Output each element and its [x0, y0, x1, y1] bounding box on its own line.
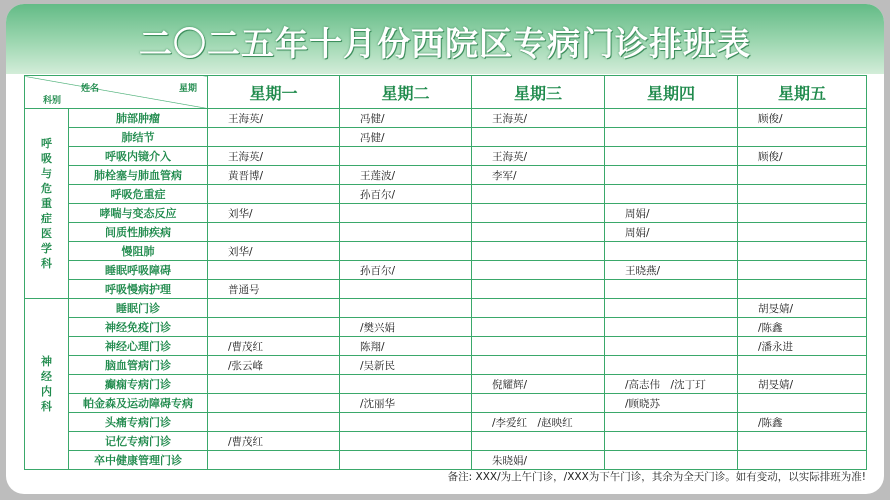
clinic-name: 头痛专病门诊	[69, 413, 208, 432]
schedule-cell	[738, 356, 867, 375]
schedule-cell	[340, 147, 472, 166]
schedule-cell	[340, 375, 472, 394]
table-row	[25, 451, 867, 470]
schedule-cell	[472, 356, 605, 375]
schedule-cell	[605, 109, 738, 128]
clinic-name: 呼吸内镜介入	[69, 147, 208, 166]
schedule-cell: /张云峰	[208, 356, 340, 375]
schedule-table	[24, 75, 867, 470]
schedule-cell: 胡旻婧/	[738, 299, 867, 318]
day-header-tue: 星期二	[340, 76, 472, 109]
schedule-cell	[738, 166, 867, 185]
clinic-name: 神经心理门诊	[69, 337, 208, 356]
schedule-board	[6, 4, 884, 494]
corner-header-cell	[25, 76, 208, 109]
schedule-cell	[605, 147, 738, 166]
schedule-cell: /曹茂红	[208, 337, 340, 356]
table-row	[25, 223, 867, 242]
schedule-cell	[738, 128, 867, 147]
dept-label: 神经内科	[41, 355, 52, 413]
name-label: 姓名	[81, 84, 100, 94]
schedule-cell	[605, 280, 738, 299]
clinic-name: 睡眠门诊	[69, 299, 208, 318]
schedule-cell: /吴新民	[340, 356, 472, 375]
table-row	[25, 413, 867, 432]
schedule-cell	[738, 185, 867, 204]
table-row	[25, 432, 867, 451]
dept-label: 呼吸与危重症医学科	[41, 137, 52, 270]
schedule-cell	[472, 432, 605, 451]
schedule-cell: 普通号	[208, 280, 340, 299]
schedule-cell: 周娟/	[605, 223, 738, 242]
schedule-cell	[340, 451, 472, 470]
clinic-name: 睡眠呼吸障碍	[69, 261, 208, 280]
table-row	[25, 242, 867, 261]
clinic-name: 记忆专病门诊	[69, 432, 208, 451]
schedule-cell	[208, 223, 340, 242]
schedule-cell: 孙百尔/	[340, 261, 472, 280]
schedule-cell	[472, 223, 605, 242]
schedule-cell: /陈鑫	[738, 318, 867, 337]
schedule-cell: /李爱红 /赵映红	[472, 413, 605, 432]
day-header-mon: 星期一	[208, 76, 340, 109]
schedule-cell: 陈翔/	[340, 337, 472, 356]
schedule-cell	[208, 451, 340, 470]
schedule-cell: 王海英/	[208, 109, 340, 128]
clinic-name: 哮喘与变态反应	[69, 204, 208, 223]
schedule-cell: /高志伟 /沈丁玎	[605, 375, 738, 394]
schedule-cell	[472, 204, 605, 223]
schedule-cell	[208, 261, 340, 280]
schedule-cell: 刘华/	[208, 204, 340, 223]
schedule-cell: /曹茂红	[208, 432, 340, 451]
dept-label: 科别	[43, 96, 62, 106]
table-row	[25, 375, 867, 394]
table-row	[25, 280, 867, 299]
schedule-cell: 王海英/	[208, 147, 340, 166]
schedule-cell	[738, 432, 867, 451]
schedule-cell	[208, 394, 340, 413]
schedule-cell	[208, 185, 340, 204]
clinic-name: 慢阻肺	[69, 242, 208, 261]
schedule-cell	[605, 451, 738, 470]
dept-neurology	[25, 299, 69, 470]
schedule-cell: 胡旻婧/	[738, 375, 867, 394]
schedule-cell	[738, 242, 867, 261]
schedule-cell	[472, 394, 605, 413]
header-row	[25, 76, 867, 109]
schedule-cell	[605, 128, 738, 147]
schedule-cell	[605, 413, 738, 432]
table-row	[25, 356, 867, 375]
schedule-cell	[605, 166, 738, 185]
day-header-fri: 星期五	[738, 76, 867, 109]
clinic-name: 呼吸慢病护理	[69, 280, 208, 299]
schedule-cell	[472, 299, 605, 318]
clinic-name: 神经免疫门诊	[69, 318, 208, 337]
day-header-wed: 星期三	[472, 76, 605, 109]
clinic-name: 卒中健康管理门诊	[69, 451, 208, 470]
schedule-cell: 黄晋博/	[208, 166, 340, 185]
schedule-cell	[605, 299, 738, 318]
clinic-name: 脑血管病门诊	[69, 356, 208, 375]
schedule-cell	[472, 128, 605, 147]
schedule-cell	[605, 318, 738, 337]
schedule-cell: 王海英/	[472, 147, 605, 166]
table-row	[25, 204, 867, 223]
table-row	[25, 318, 867, 337]
schedule-cell	[340, 299, 472, 318]
schedule-cell	[340, 280, 472, 299]
schedule-cell	[738, 394, 867, 413]
clinic-name: 癫痫专病门诊	[69, 375, 208, 394]
table-row	[25, 261, 867, 280]
schedule-cell	[605, 242, 738, 261]
schedule-cell	[605, 185, 738, 204]
schedule-cell	[340, 242, 472, 261]
schedule-cell	[472, 185, 605, 204]
schedule-cell	[340, 204, 472, 223]
schedule-cell: /沈丽华	[340, 394, 472, 413]
schedule-cell: 王海英/	[472, 109, 605, 128]
schedule-cell: 李军/	[472, 166, 605, 185]
schedule-cell	[340, 432, 472, 451]
schedule-cell: 王莲波/	[340, 166, 472, 185]
schedule-cell	[208, 128, 340, 147]
schedule-cell	[472, 280, 605, 299]
footnote: 备注: XXX/为上午门诊，/XXX为下午门诊，其余为全天门诊。如有变动，以实际排班为准!	[447, 471, 866, 483]
schedule-cell: 孙百尔/	[340, 185, 472, 204]
schedule-cell: 冯健/	[340, 128, 472, 147]
schedule-cell	[208, 413, 340, 432]
schedule-cell: 倪耀辉/	[472, 375, 605, 394]
schedule-cell: 刘华/	[208, 242, 340, 261]
schedule-cell: 王晓燕/	[605, 261, 738, 280]
table-row	[25, 299, 867, 318]
schedule-cell	[738, 223, 867, 242]
schedule-cell: 顾俊/	[738, 109, 867, 128]
schedule-cell: 冯健/	[340, 109, 472, 128]
clinic-name: 间质性肺疾病	[69, 223, 208, 242]
schedule-cell	[472, 337, 605, 356]
schedule-cell	[208, 299, 340, 318]
schedule-cell	[472, 242, 605, 261]
table-row	[25, 185, 867, 204]
schedule-cell: 顾俊/	[738, 147, 867, 166]
page-title: 二〇二五年十月份西院区专病门诊排班表	[139, 24, 751, 63]
schedule-cell: /陈鑫	[738, 413, 867, 432]
schedule-cell: 朱晓娟/	[472, 451, 605, 470]
table-row	[25, 109, 867, 128]
table-row	[25, 166, 867, 185]
schedule-cell	[208, 375, 340, 394]
table-row	[25, 394, 867, 413]
schedule-cell	[605, 432, 738, 451]
schedule-cell	[605, 337, 738, 356]
schedule-cell	[738, 204, 867, 223]
table-row	[25, 337, 867, 356]
schedule-cell	[738, 280, 867, 299]
schedule-cell: /顾晓苏	[605, 394, 738, 413]
schedule-cell: 周娟/	[605, 204, 738, 223]
dept-respiratory	[25, 109, 69, 299]
schedule-cell	[605, 356, 738, 375]
table-row	[25, 147, 867, 166]
schedule-cell	[340, 413, 472, 432]
clinic-name: 肺栓塞与肺血管病	[69, 166, 208, 185]
clinic-name: 帕金森及运动障碍专病	[69, 394, 208, 413]
schedule-cell	[472, 261, 605, 280]
schedule-cell	[472, 318, 605, 337]
schedule-cell: /潘永进	[738, 337, 867, 356]
schedule-cell	[738, 261, 867, 280]
schedule-cell	[738, 451, 867, 470]
schedule-cell: /樊兴娟	[340, 318, 472, 337]
schedule-cell	[340, 223, 472, 242]
day-header-thu: 星期四	[605, 76, 738, 109]
schedule-cell	[208, 318, 340, 337]
clinic-name: 呼吸危重症	[69, 185, 208, 204]
clinic-name: 肺部肿瘤	[69, 109, 208, 128]
clinic-name: 肺结节	[69, 128, 208, 147]
table-row	[25, 128, 867, 147]
day-label: 星期	[178, 84, 197, 94]
